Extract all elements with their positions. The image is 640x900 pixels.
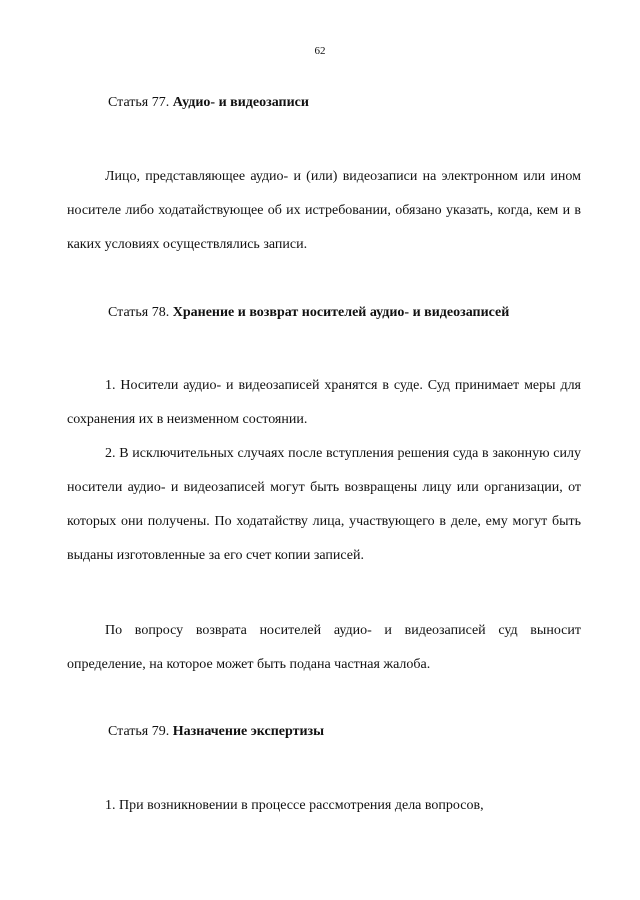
article-78-label: Статья 78. (108, 305, 173, 320)
article-77-title: Аудио- и видеозаписи (172, 95, 309, 110)
article-78-paragraph-1: 1. Носители аудио- и видеозаписей хранятся в суде. Суд принимает меры для сохранения их в неизменном состоянии. (67, 378, 581, 427)
article-78-heading (108, 305, 509, 321)
article-78-paragraph-2: 2. В исключительных случаях после вступления решения суда в законную силу носители аудио- и видеозаписей могут быть возвращены лицу или организации, от которых они получены. По ходатайству лица, участвующего в деле, ему могут быть выданы изготовленные за его счет копии записей. (67, 446, 581, 563)
article-78-paragraph-3: По вопросу возврата носителей аудио- и видеозаписей суд выносит определение, на которое может быть подана частная жалоба. (67, 623, 581, 672)
article-77-paragraph: Лицо, представляющее аудио- и (или) видеозаписи на электронном или ином носителе либо ходатайствующее об их истребовании, обязано указать, когда, кем и в каких условиях осуществлялись записи. (67, 169, 581, 252)
page-number: 62 (314, 45, 326, 57)
article-79-title: Назначение экспертизы (172, 724, 325, 739)
article-79-label: Статья 79. (108, 724, 173, 739)
article-77-label: Статья 77. (108, 95, 173, 110)
article-79-paragraph-1: 1. При возникновении в процессе рассмотрения дела вопросов, (105, 798, 484, 813)
article-77-heading (108, 95, 309, 111)
article-78-title: Хранение и возврат носителей аудио- и видеозаписей (172, 305, 510, 320)
article-79-heading (108, 724, 324, 740)
